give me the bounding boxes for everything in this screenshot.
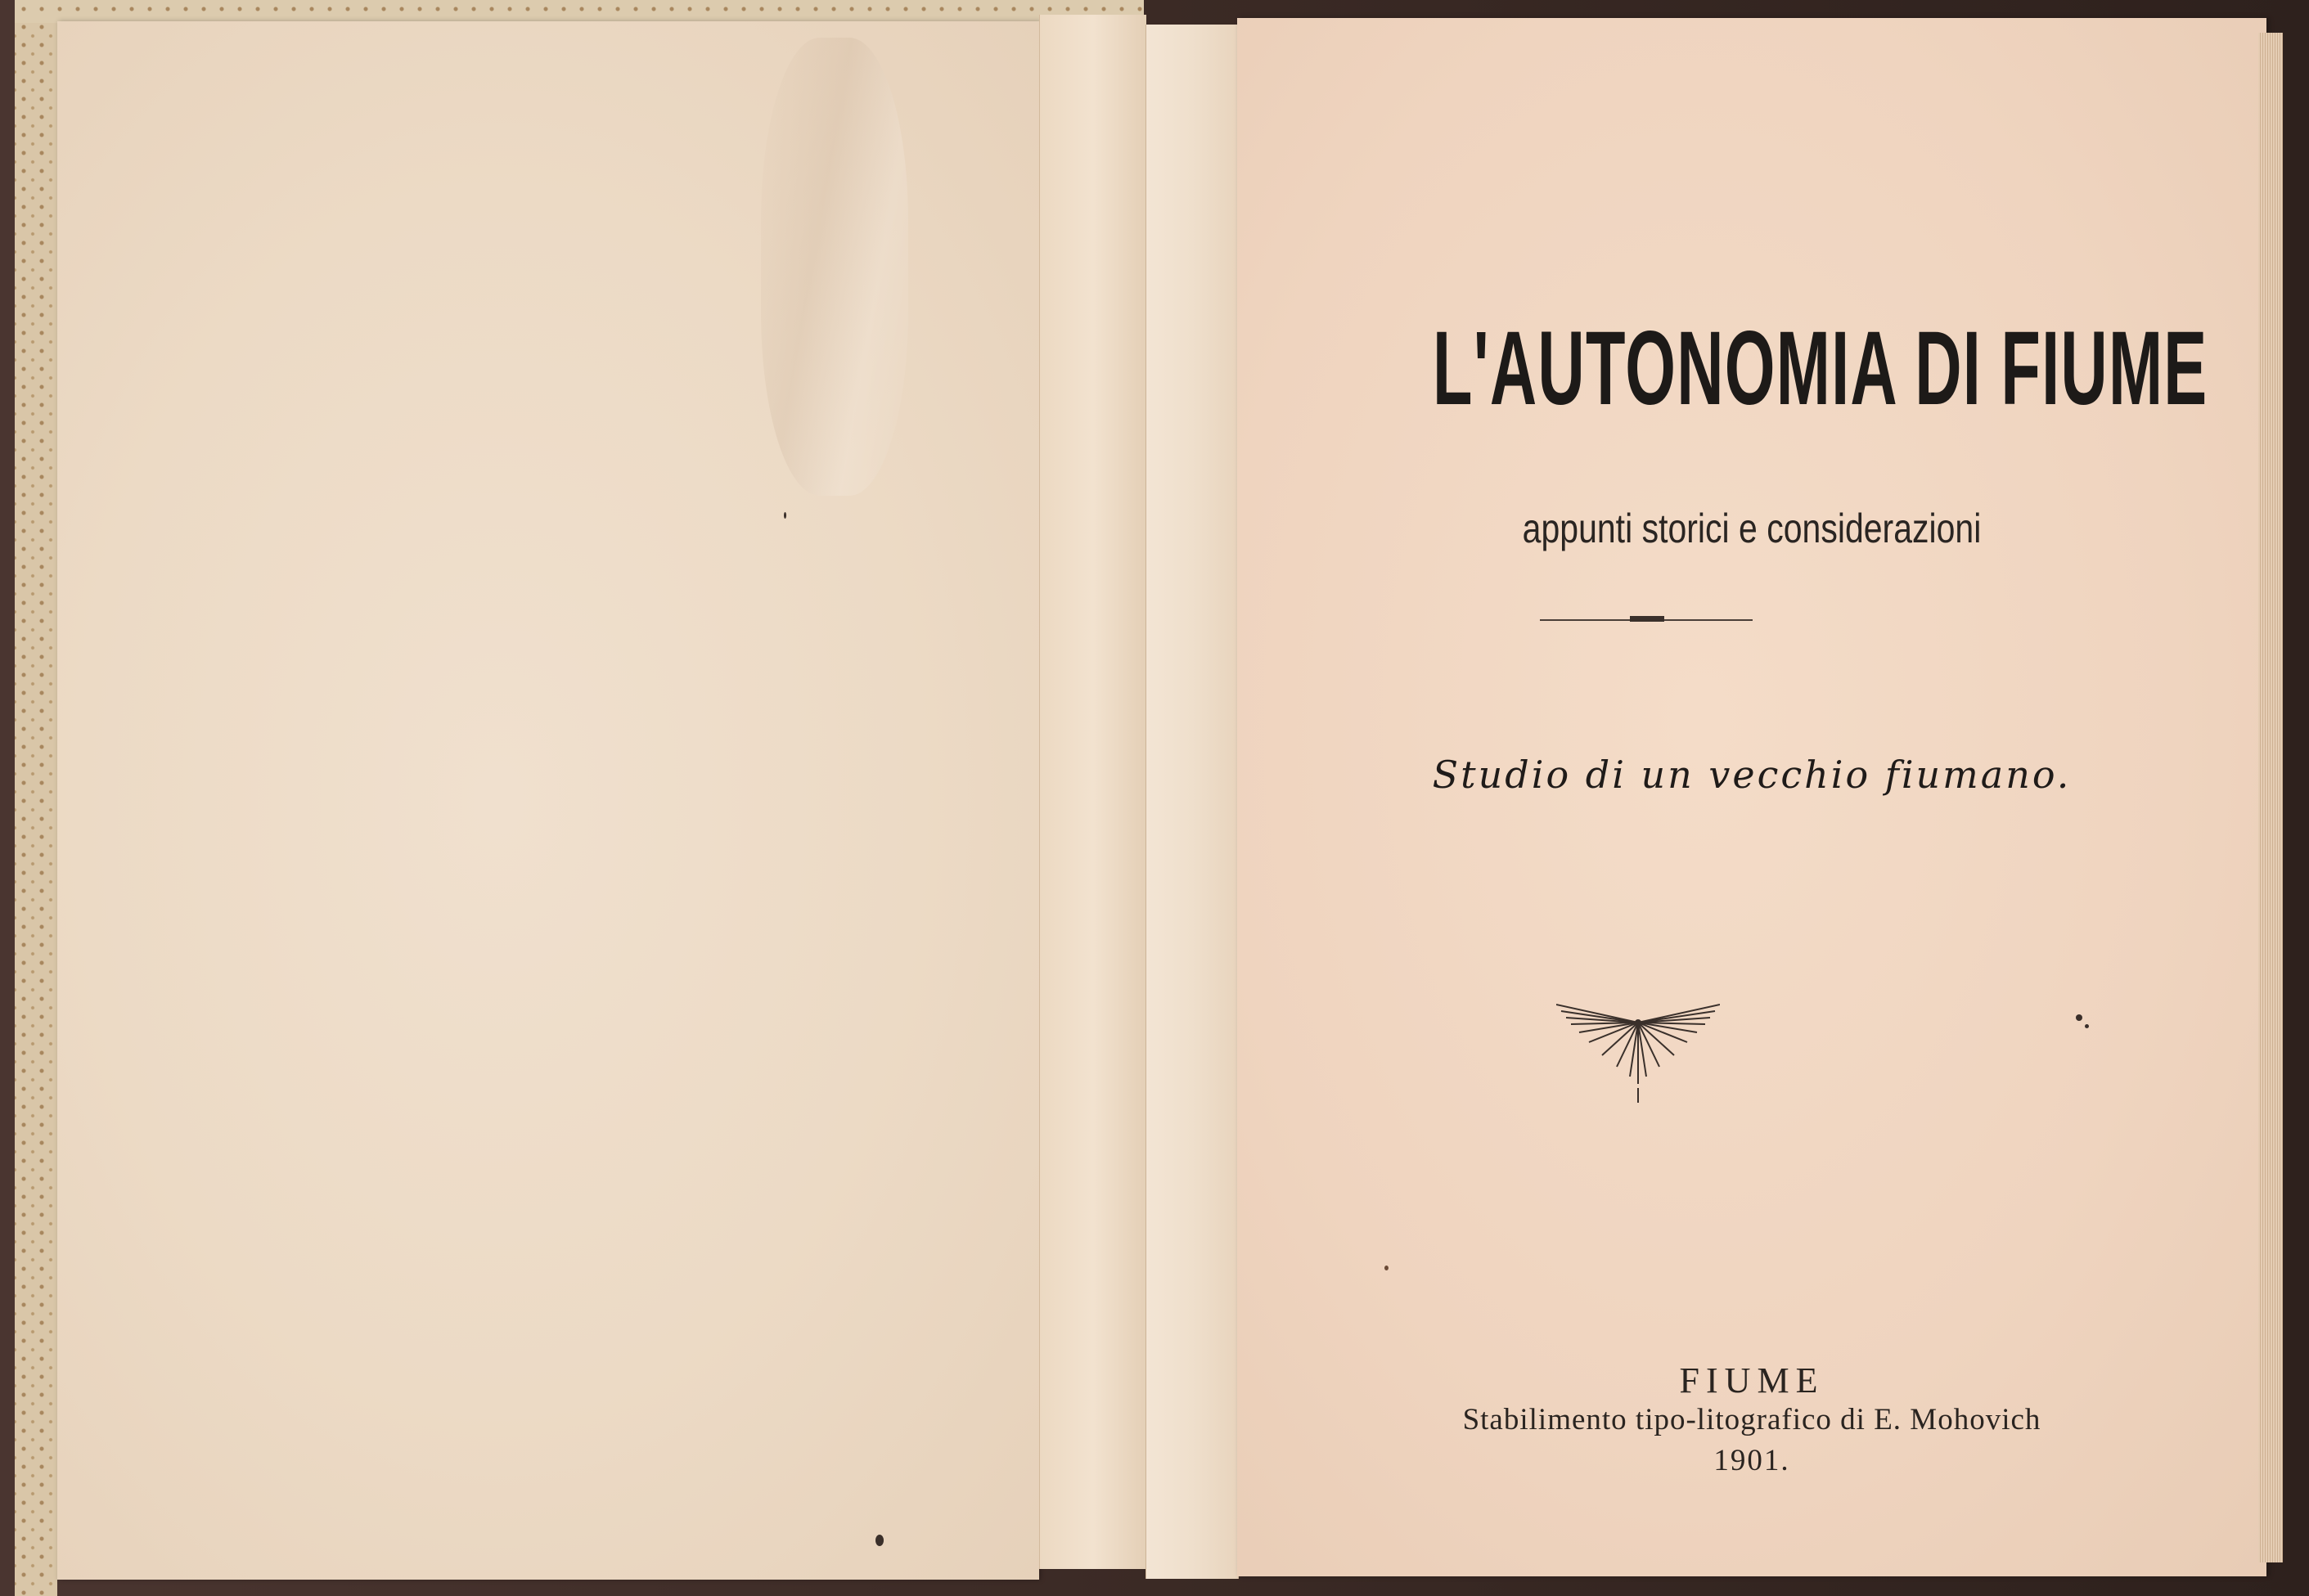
- publication-place: FIUME: [1679, 1360, 1825, 1400]
- foxing-spot: [2076, 1014, 2082, 1021]
- book-title: L'AUTONOMIA DI FIUME: [1433, 310, 2208, 427]
- foxing-spot: [1384, 1266, 1389, 1270]
- divider-rule-center: [1630, 616, 1664, 622]
- publication-year: 1901.: [1713, 1444, 1790, 1477]
- paper-crease: [761, 38, 908, 496]
- endpaper-pattern: [15, 0, 57, 1596]
- hinge-strip: [1039, 15, 1146, 1569]
- ink-spot: [784, 512, 786, 519]
- fan-ornament-icon: [1556, 998, 1720, 1129]
- title-page: [1237, 18, 2266, 1576]
- ink-spot: [875, 1535, 884, 1546]
- left-blank-page: [57, 21, 1039, 1580]
- publisher: Stabilimento tipo-litografico di E. Mohovich: [1462, 1403, 2041, 1436]
- page-edges: [2258, 33, 2283, 1562]
- book-subtitle: appunti storici e considerazioni: [1522, 506, 1982, 551]
- endpaper-pattern-top: [15, 0, 1144, 23]
- hinge-strip-inner: [1145, 25, 1239, 1579]
- foxing-spot: [2085, 1024, 2089, 1028]
- book-author: Studio di un vecchio fiumano.: [1432, 753, 2072, 797]
